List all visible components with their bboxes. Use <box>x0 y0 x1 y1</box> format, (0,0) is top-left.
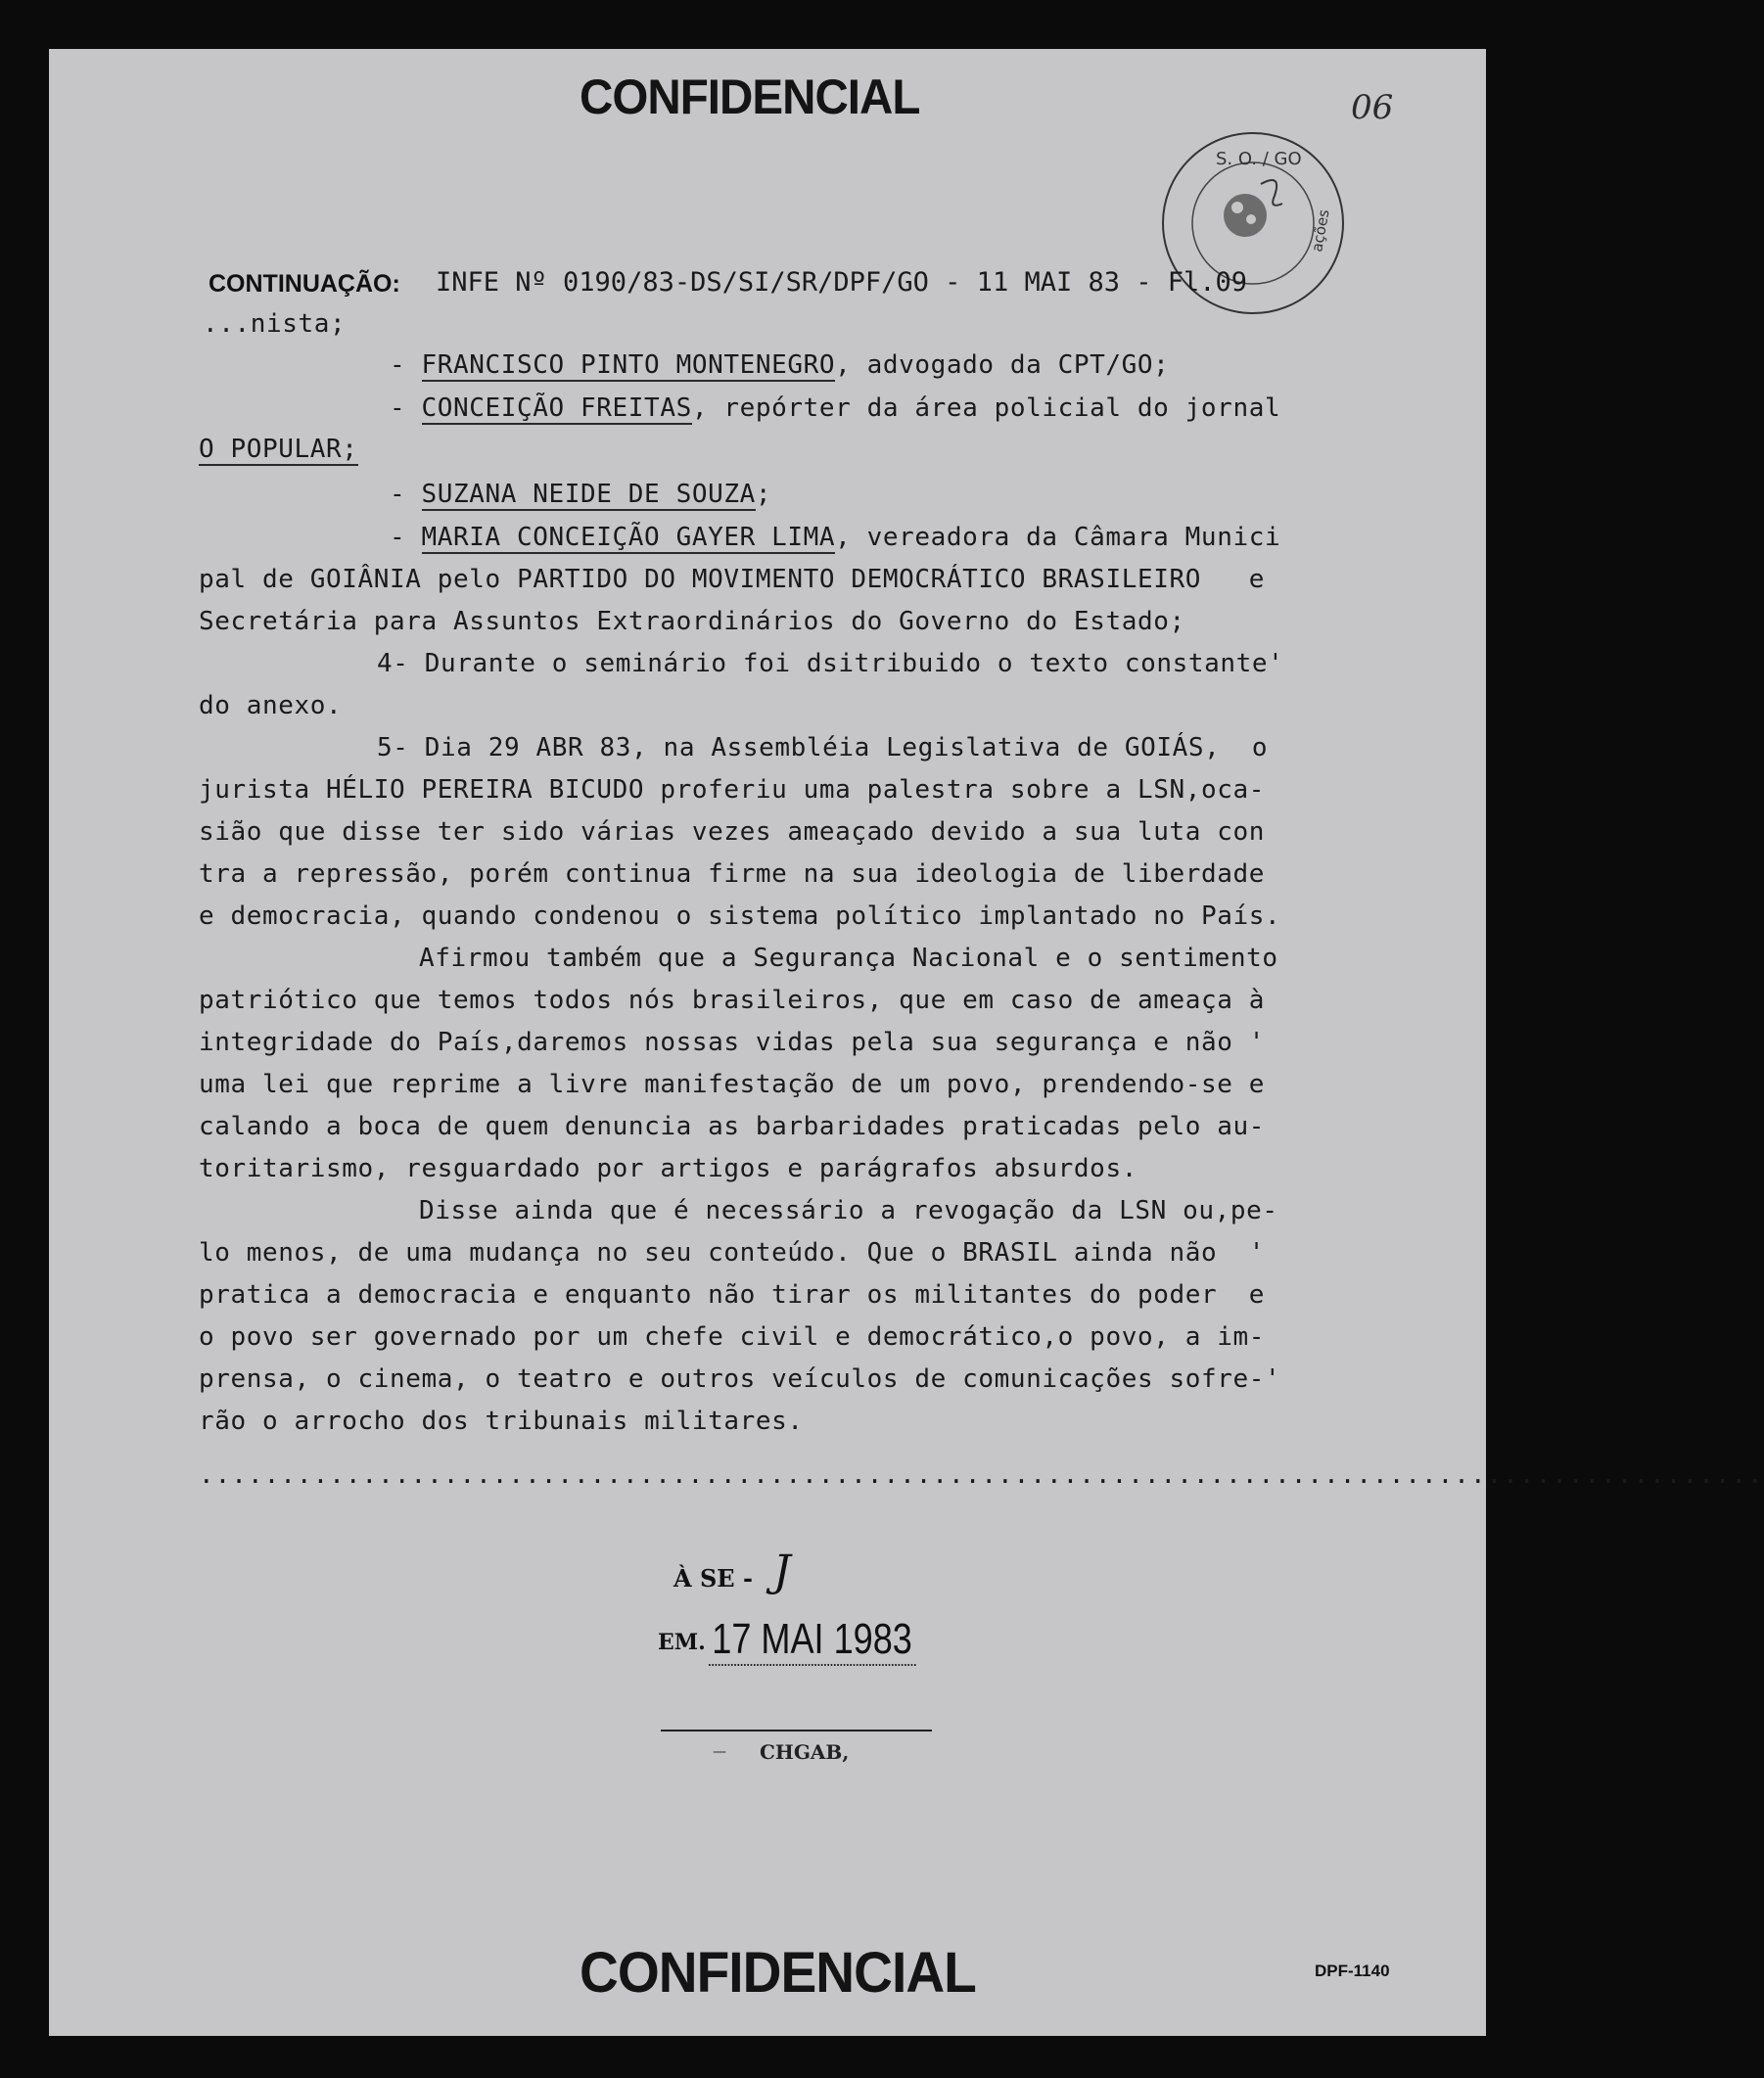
body-line: Afirmou também que a Segurança Nacional e o sentimento <box>419 944 1278 973</box>
body-line: - FRANCISCO PINTO MONTENEGRO, advogado da CPT/GO; <box>390 350 1170 380</box>
form-code: DPF-1140 <box>1315 1962 1390 1980</box>
body-line: ...nista; <box>203 309 347 339</box>
body-line: rão o arrocho dos tribunais militares. <box>199 1407 804 1436</box>
body-line: pratica a democracia e enquanto não tirar os militantes do poder e <box>199 1280 1265 1310</box>
body-line: do anexo. <box>199 691 343 720</box>
footer-classification: CONFIDENCIAL <box>580 1941 976 2005</box>
body-line: 5- Dia 29 ABR 83, na Assembléia Legislativa de GOIÁS, o <box>377 733 1269 762</box>
body-line: lo menos, de uma mudança no seu conteúdo. Que o BRASIL ainda não ' <box>199 1238 1265 1268</box>
signature-line <box>661 1730 932 1732</box>
body-line: - SUZANA NEIDE DE SOUZA; <box>390 480 772 509</box>
routing-ase-mark: J <box>773 1547 791 1596</box>
body-line: calando a boca de quem denuncia as barbaridades praticadas pelo au- <box>199 1112 1265 1141</box>
body-line: toritarismo, resguardado por artigos e parágrafos absurdos. <box>199 1154 1137 1183</box>
seal-text-side: ações <box>1308 208 1333 254</box>
body-line: patriótico que temos todos nós brasileiros, que em caso de ameaça à <box>199 986 1265 1015</box>
page-mark: 06 <box>1351 88 1394 127</box>
body-line: - MARIA CONCEIÇÃO GAYER LIMA, vereadora da Câmara Munici <box>390 523 1281 552</box>
person-name: SUZANA NEIDE DE SOUZA <box>421 480 756 509</box>
body-line: tra a repressão, porém continua firme na sua ideologia de liberdade <box>199 859 1265 889</box>
routing-em-label: EM. <box>658 1630 706 1655</box>
body-line: jurista HÉLIO PEREIRA BICUDO proferiu uma palestra sobre a LSN,oca- <box>199 775 1265 805</box>
body-line: prensa, o cinema, o teatro e outros veículos de comunicações sofre-' <box>199 1364 1281 1394</box>
body-line: Secretária para Assuntos Extraordinários do Governo do Estado; <box>199 607 1185 636</box>
body-line: Disse ainda que é necessário a revogação da LSN ou,pe- <box>419 1196 1278 1225</box>
body-line: e democracia, quando condenou o sistema político implantado no País. <box>199 901 1281 931</box>
body-line: o povo ser governado por um chefe civil e democrático,o povo, a im- <box>199 1322 1265 1352</box>
body-line: sião que disse ter sido várias vezes ameaçado devido a sua luta con <box>199 817 1265 847</box>
dotted-separator: ................................................................................................ <box>199 1460 1764 1490</box>
routing-ase-label: À SE - <box>673 1564 753 1593</box>
body-line: uma lei que reprime a livre manifestação de um povo, prendendo-se e <box>199 1070 1265 1099</box>
body-line: - CONCEIÇÃO FREITAS, repórter da área policial do jornal <box>390 393 1281 423</box>
body-line: 4- Durante o seminário foi dsitribuido o texto constante' <box>377 649 1284 678</box>
seal-text-top: S. O. / GO <box>1216 149 1302 169</box>
body-line <box>199 435 358 464</box>
chgab-prefix: — <box>713 1744 726 1760</box>
received-date-stamp: 17 MAI 1983 <box>709 1615 915 1666</box>
body-line: pal de GOIÂNIA pelo PARTIDO DO MOVIMENTO DEMOCRÁTICO BRASILEIRO e <box>199 565 1265 594</box>
person-name: CONCEIÇÃO FREITAS <box>421 393 692 423</box>
chgab-label: CHGAB, <box>760 1740 850 1764</box>
continuation-label: CONTINUAÇÃO: <box>209 270 400 298</box>
body-line: integridade do País,daremos nossas vidas pela sua segurança e não ' <box>199 1028 1265 1057</box>
person-name: MARIA CONCEIÇÃO GAYER LIMA <box>421 523 836 552</box>
newspaper-name: O POPULAR; <box>199 435 358 464</box>
document-reference: INFE Nº 0190/83-DS/SI/SR/DPF/GO - 11 MAI 83 - Fl.09 <box>436 267 1248 298</box>
person-name: FRANCISCO PINTO MONTENEGRO <box>421 350 836 380</box>
header-classification: CONFIDENCIAL <box>580 69 920 124</box>
